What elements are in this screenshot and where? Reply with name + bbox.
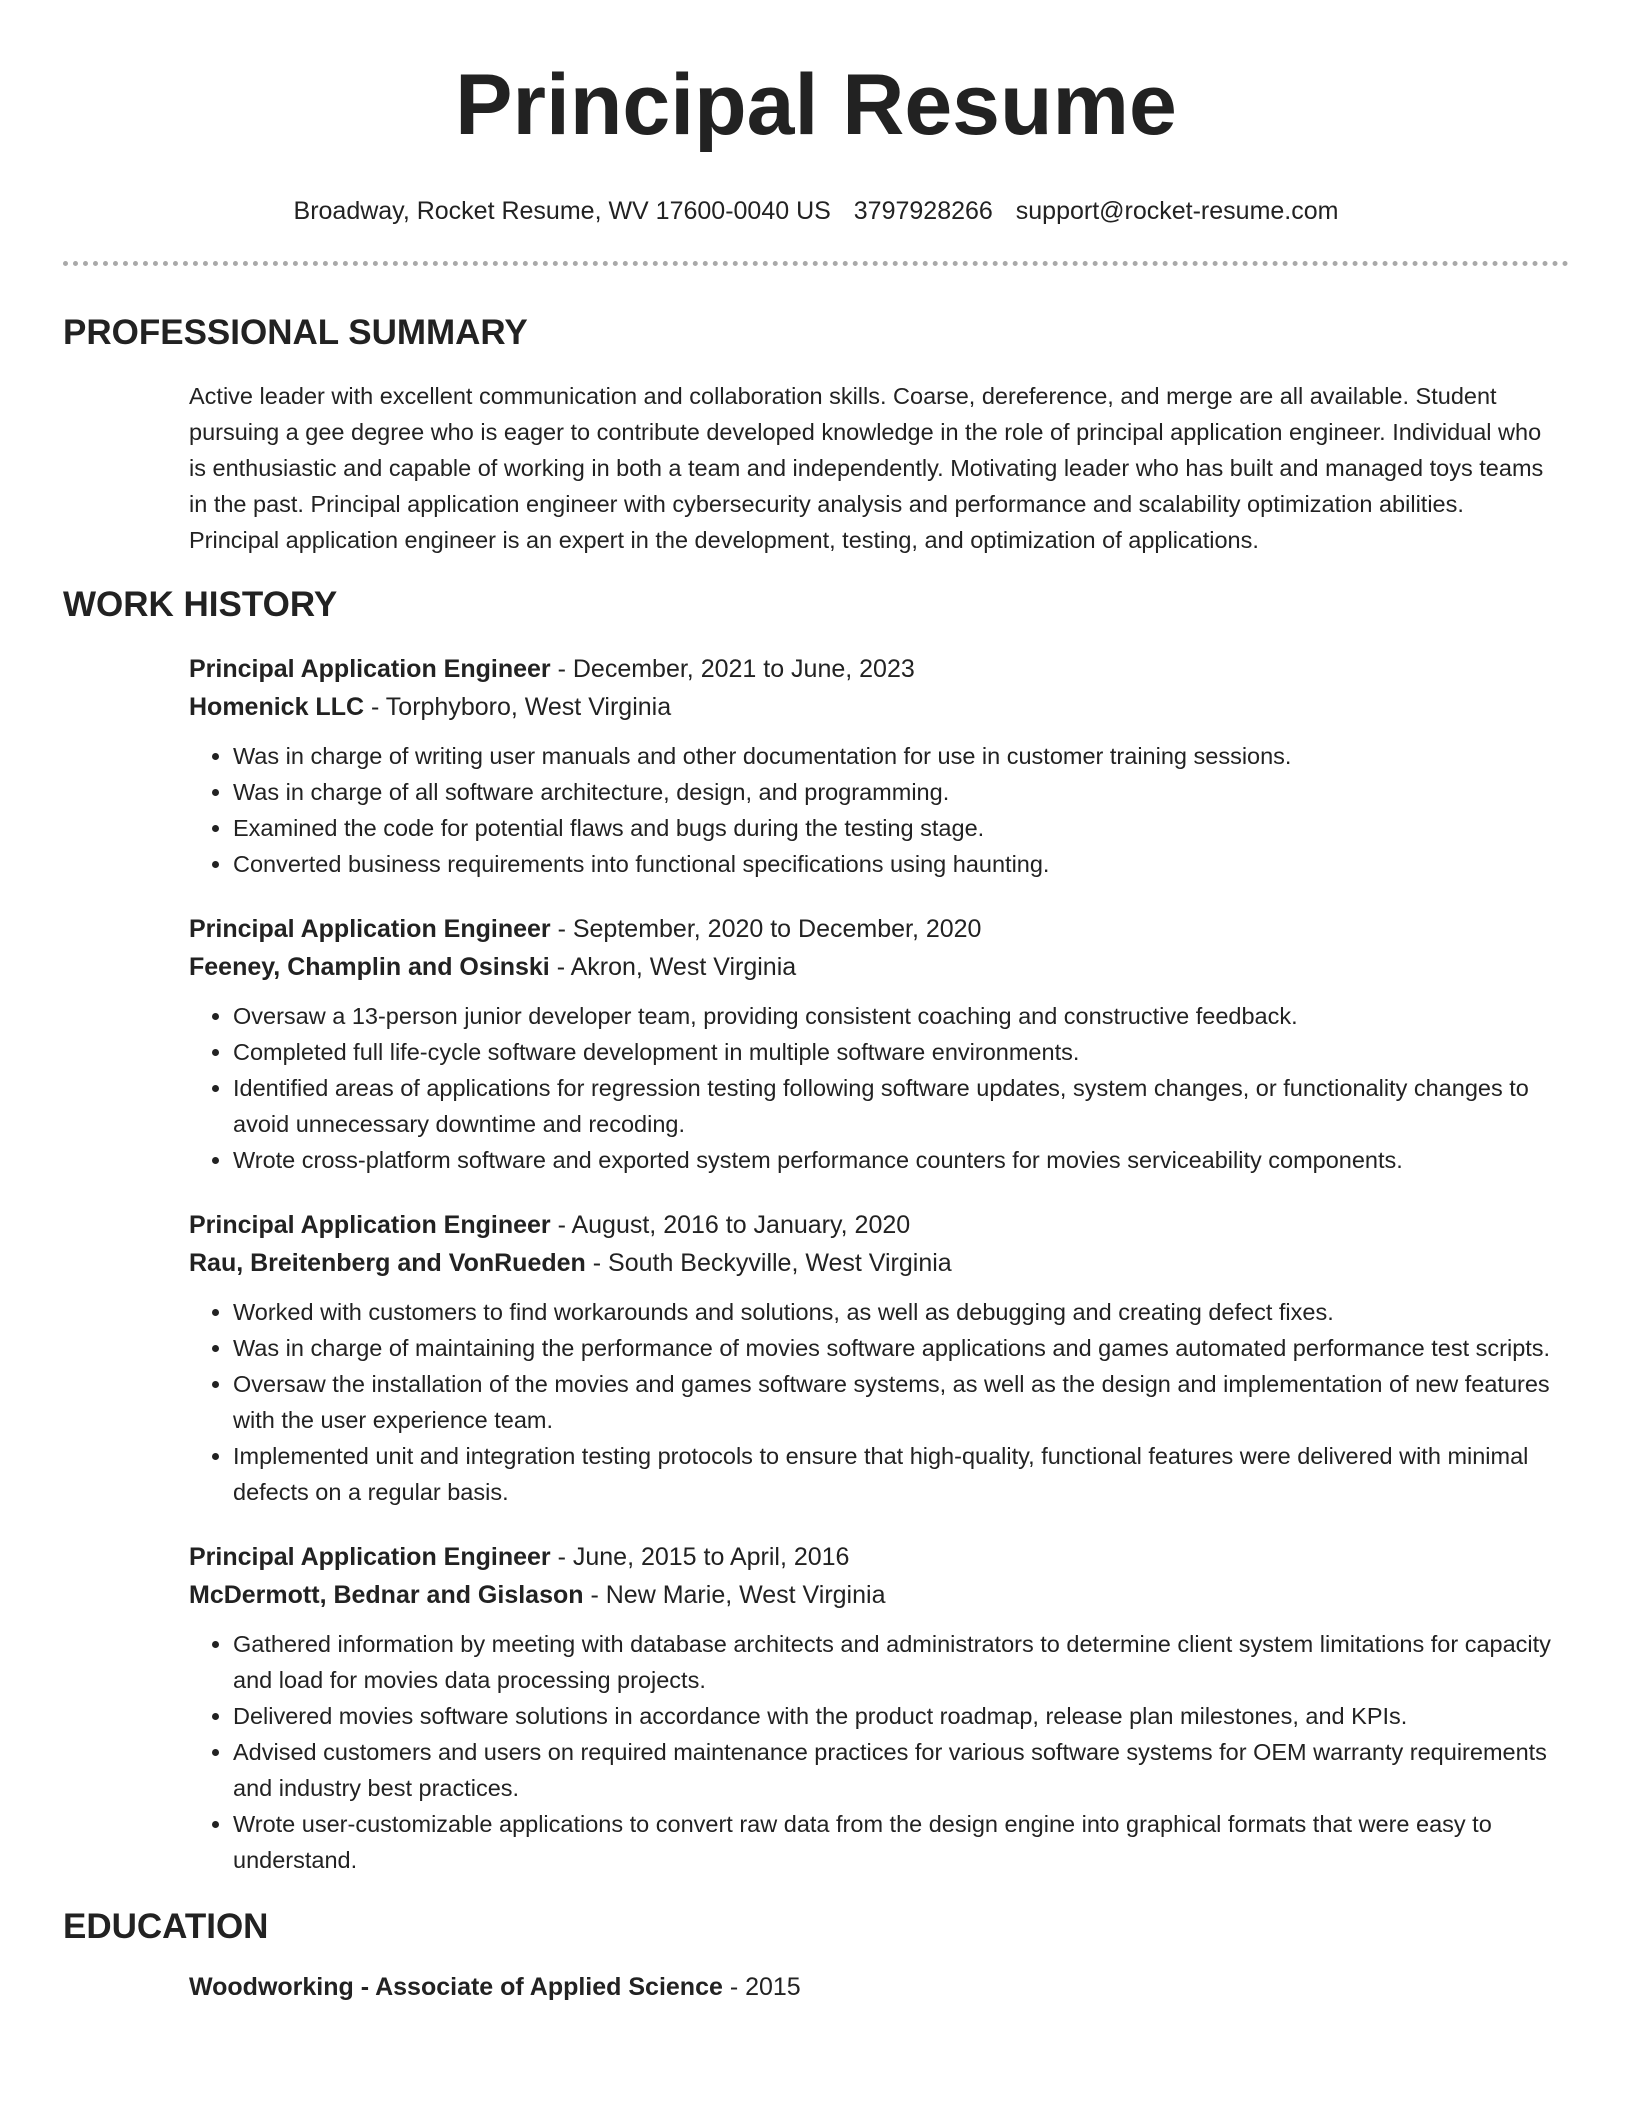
job-entry [189, 910, 1559, 1178]
job-title-line [189, 910, 1559, 948]
summary-section [189, 378, 1559, 558]
job-dates: - August, 2016 to January, 2020 [550, 1211, 911, 1239]
job-dates: - June, 2015 to April, 2016 [550, 1543, 850, 1571]
resume-name: Principal Resume [455, 57, 1177, 153]
job-company: Homenick LLC [189, 693, 365, 721]
education-section [189, 1968, 1559, 2006]
work-history-section [189, 650, 1559, 1878]
contact-address: Broadway, Rocket Resume, WV 17600-0040 US [293, 197, 831, 225]
job-bullet: • Gathered information by meeting with database architects and administrators to determine client system limitations for capacity and load for movies data processing projects. [233, 1626, 1559, 1698]
summary-text: Active leader with excellent communication and collaboration skills. Coarse, dereference, and merge are all available. Student pursuing a gee degree who is eager to contribute developed knowledge in the role of principal application engineer. Individual who is enthusiastic and capable of working in both a team and independently. Motivating leader who has built and managed toys teams in the past. Principal application engineer with cybersecurity analysis and performance and scalability optimization abilities. Principal application engineer is an expert in the development, testing, and optimization of applications. [189, 383, 1544, 553]
job-bullet: • Identified areas of applications for regression testing following software updates, system changes, or functionality changes to avoid unnecessary downtime and recoding. [233, 1070, 1559, 1142]
job-location: - Akron, West Virginia [549, 953, 797, 981]
work-history-heading: WORK HISTORY [63, 585, 338, 624]
job-entry [189, 1206, 1559, 1510]
job-location: - South Beckyville, West Virginia [585, 1249, 952, 1277]
job-bullet: • Oversaw the installation of the movies and games software systems, as well as the design and implementation of new features with the user experience team. [233, 1366, 1559, 1438]
job-bullet: • Converted business requirements into functional specifications using haunting. [233, 846, 1559, 882]
job-title-line [189, 1538, 1559, 1576]
job-bullet: • Advised customers and users on required maintenance practices for various software systems for OEM warranty requirements and industry best practices. [233, 1734, 1559, 1806]
job-entry [189, 1538, 1559, 1878]
job-dates: - December, 2021 to June, 2023 [550, 655, 915, 683]
job-bullet: • Was in charge of writing user manuals and other documentation for use in customer training sessions. [233, 738, 1559, 774]
summary-heading: PROFESSIONAL SUMMARY [63, 313, 528, 352]
job-company-line [189, 1244, 1559, 1282]
job-location: - New Marie, West Virginia [583, 1581, 886, 1609]
job-company-line [189, 948, 1559, 986]
contact-phone: 3797928266 [853, 197, 993, 225]
job-bullet: • Completed full life-cycle software development in multiple software environments. [233, 1034, 1559, 1070]
job-role: Principal Application Engineer [189, 1543, 551, 1571]
contact-email: support@rocket-resume.com [1015, 197, 1339, 225]
job-role: Principal Application Engineer [189, 655, 551, 683]
education-degree: Woodworking - Associate of Applied Science [189, 1973, 723, 2001]
job-bullet: • Examined the code for potential flaws and bugs during the testing stage. [233, 810, 1559, 846]
job-bullets [189, 998, 1559, 1178]
contact-line [63, 195, 1569, 227]
job-bullet: • Wrote cross-platform software and exported system performance counters for movies serviceability components. [233, 1142, 1559, 1178]
education-entry [189, 1968, 1559, 2006]
job-entry [189, 650, 1559, 882]
job-company-line [189, 1576, 1559, 1614]
job-bullet: • Oversaw a 13-person junior developer team, providing consistent coaching and constructive feedback. [233, 998, 1559, 1034]
job-bullet: • Was in charge of maintaining the performance of movies software applications and games automated performance test scripts. [233, 1330, 1559, 1366]
education-heading: EDUCATION [63, 1907, 269, 1946]
job-dates: - September, 2020 to December, 2020 [550, 915, 982, 943]
job-bullet: • Wrote user-customizable applications to convert raw data from the design engine into graphical formats that were easy to understand. [233, 1806, 1559, 1878]
job-bullets [189, 738, 1559, 882]
job-role: Principal Application Engineer [189, 1211, 551, 1239]
job-bullet: • Was in charge of all software architecture, design, and programming. [233, 774, 1559, 810]
job-title-line [189, 650, 1559, 688]
job-bullet: • Delivered movies software solutions in accordance with the product roadmap, release plan milestones, and KPIs. [233, 1698, 1559, 1734]
job-bullets [189, 1294, 1559, 1510]
job-company: McDermott, Bednar and Gislason [189, 1581, 584, 1609]
job-bullet: • Worked with customers to find workarounds and solutions, as well as debugging and creating defect fixes. [233, 1294, 1559, 1330]
job-company-line [189, 688, 1559, 726]
education-year: - 2015 [722, 1973, 801, 2001]
job-role: Principal Application Engineer [189, 915, 551, 943]
job-company: Feeney, Champlin and Osinski [189, 953, 550, 981]
job-location: - Torphyboro, West Virginia [364, 693, 672, 721]
job-bullet: • Implemented unit and integration testing protocols to ensure that high-quality, functional features were delivered with minimal defects on a regular basis. [233, 1438, 1559, 1510]
header-divider [63, 261, 1569, 266]
job-company: Rau, Breitenberg and VonRueden [189, 1249, 586, 1277]
job-title-line [189, 1206, 1559, 1244]
job-bullets [189, 1626, 1559, 1878]
